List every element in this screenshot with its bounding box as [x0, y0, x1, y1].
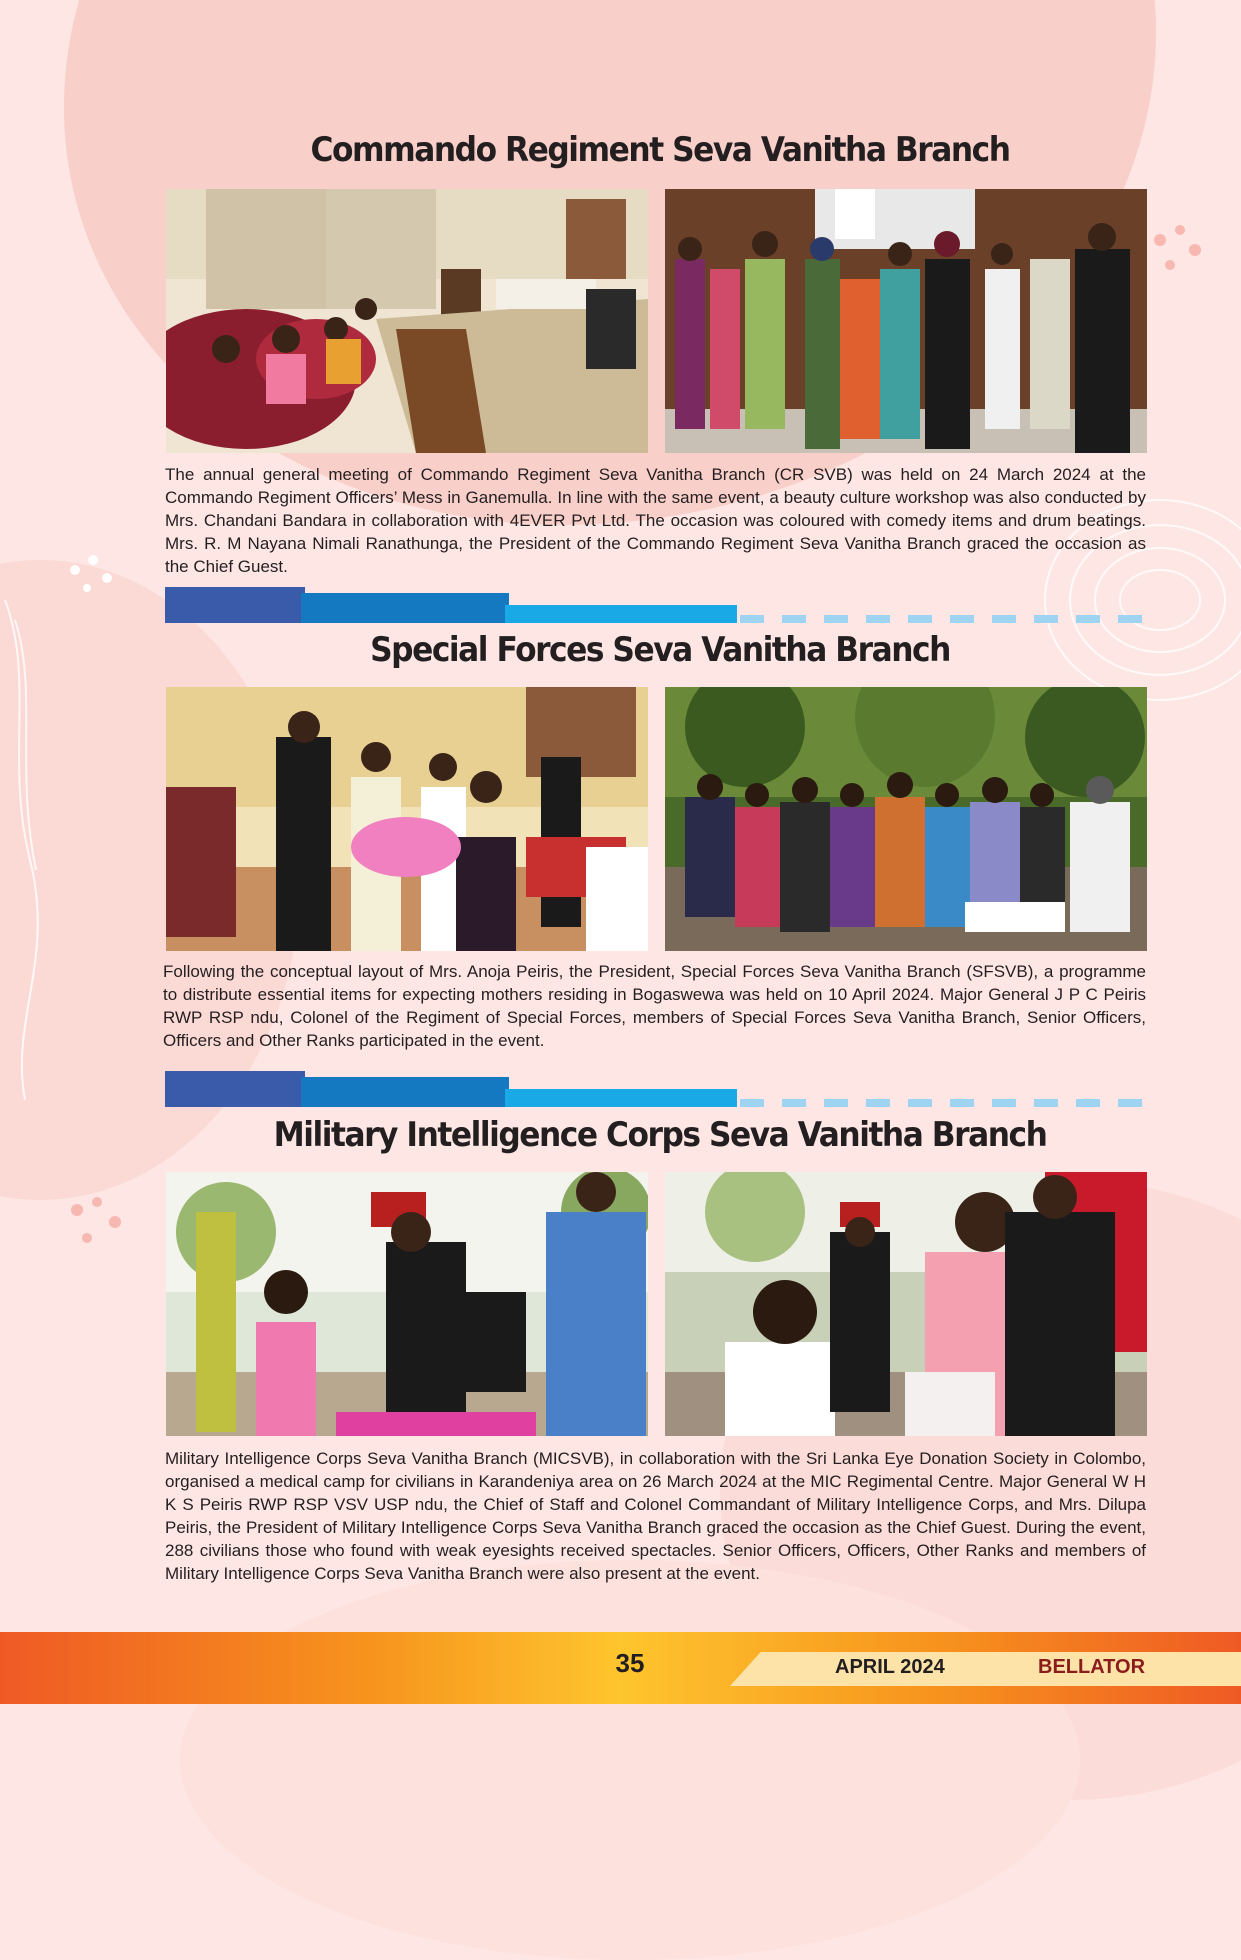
- decorative-contour-lines: [0, 600, 40, 1100]
- decorative-dots: [65, 550, 135, 600]
- item-distribution-photo: [166, 687, 648, 951]
- section-title: Military Intelligence Corps Seva Vanitha Branch: [273, 1115, 1047, 1155]
- section-divider: [165, 587, 1147, 623]
- decorative-dots: [1150, 220, 1230, 280]
- issue-date: APRIL 2024: [835, 1656, 945, 1678]
- magazine-name: BELLATOR: [1038, 1656, 1146, 1678]
- section-title: Commando Regiment Seva Vanitha Branch: [310, 130, 1010, 170]
- meeting-hall-photo: [166, 189, 648, 453]
- page-footer: [0, 1632, 1241, 1704]
- page-number: 35: [615, 1648, 645, 1678]
- section-body-text: The annual general meeting of Commando Regiment Seva Vanitha Branch (CR SVB) was held on 24 March 2024 at the Commando Regiment Officers’ Mess in Ganemulla. In line with the same event, a beauty culture workshop was also conducted by Mrs. Chandani Bandara in collaboration with 4EVER Pvt Ltd. The occasion was coloured with comedy items and drum beatings. Mrs. R. M Nayana Nimali Ranathunga, the President of the Commando Regiment Seva Vanitha Branch graced the occasion as the Chief Guest.: [165, 465, 1146, 576]
- section-title: Special Forces Seva Vanitha Branch: [370, 630, 950, 670]
- audience-photo: [665, 687, 1147, 951]
- section-body-text: Military Intelligence Corps Seva Vanitha Branch (MICSVB), in collaboration with the Sri Lanka Eye Donation Society in Colombo, organised a medical camp for civilians in Karandeniya area on 26 March 2024 at the MIC Regimental Centre. Major General W H K S Peiris RWP RSP VSV USP ndu, the Chief of Staff and Colonel Commandant of Military Intelligence Corps, and Mrs. Dilupa Peiris, the President of Military Intelligence Corps Seva Vanitha Branch graced the occasion as the Chief Guest. During the event, 288 civilians those who found with weak eyesights received spectacles. Senior Officers, Officers, Other Ranks and members of Military Intelligence Corps Seva Vanitha Branch were also present at the event.: [165, 1449, 1146, 1583]
- section-divider: [165, 1071, 1147, 1107]
- spectacles-handover-photo: [166, 1172, 648, 1436]
- decorative-dots: [65, 1190, 145, 1260]
- section-body-text: Following the conceptual layout of Mrs. Anoja Peiris, the President, Special Forces Seva Vanitha Branch (SFSVB), a programme to distribute essential items for expecting mothers residing in Bogaswewa was held on 10 April 2024. Major General J P C Peiris RWP RSP ndu, Colonel of the Regiment of Special Forces, members of Special Forces Seva Vanitha Branch, Senior Officers, Officers and Other Ranks participated in the event.: [163, 962, 1146, 1050]
- group-photo-presentation: [665, 189, 1147, 453]
- footer-tab: [730, 1652, 1241, 1686]
- eye-test-photo: [665, 1172, 1147, 1436]
- background-shape: [180, 1560, 1080, 1960]
